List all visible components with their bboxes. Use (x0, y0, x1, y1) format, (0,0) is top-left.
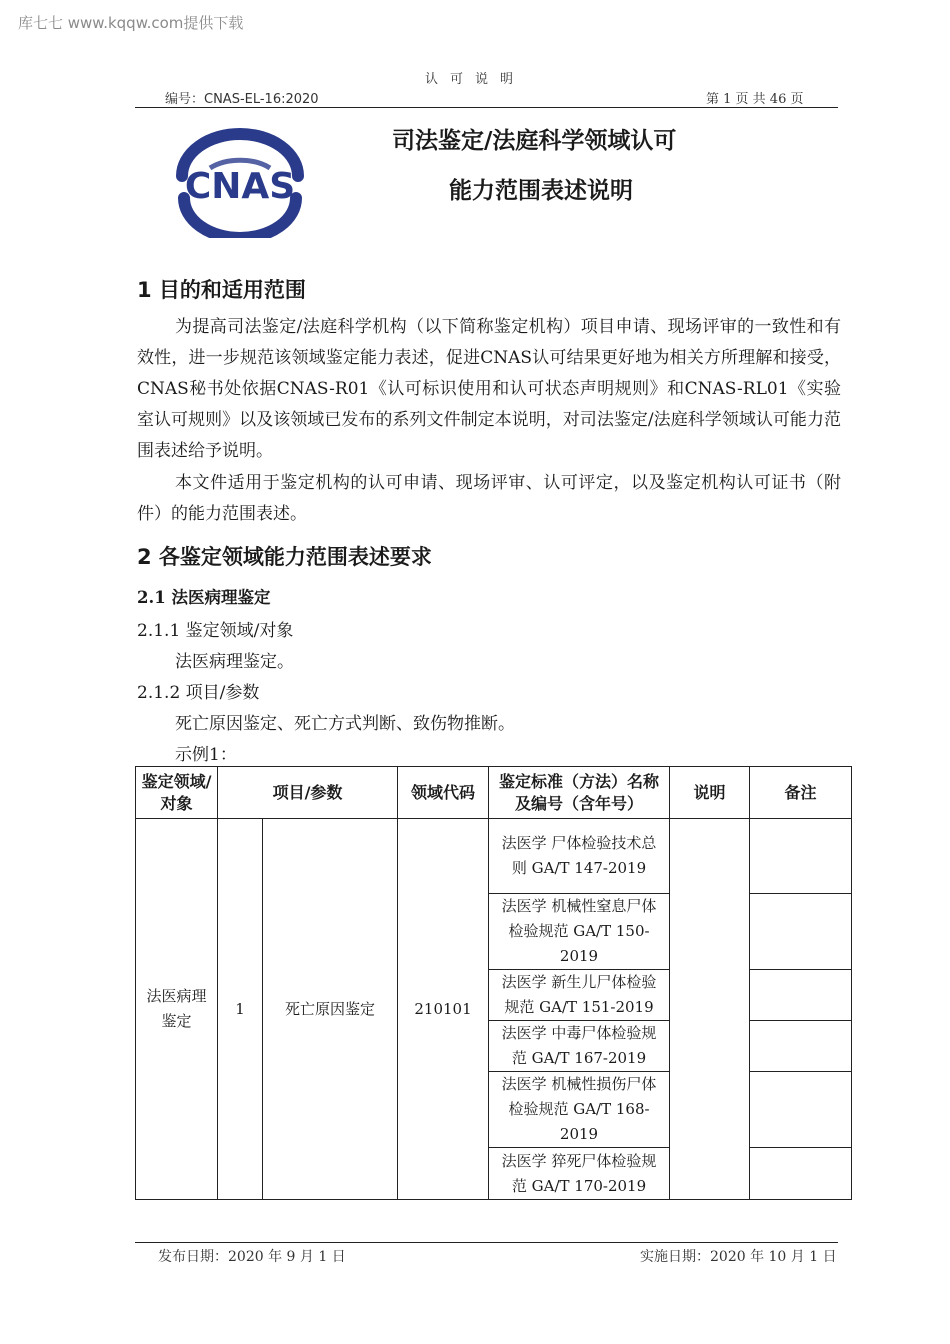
page-number: 第 1 页 共 46 页 (706, 92, 804, 107)
cell-standard-1: 法医学 尸体检验技术总则 GA/T 147-2019 (489, 819, 670, 894)
table-header-row (136, 767, 852, 819)
header-field: 鉴定领域/对象 (136, 767, 218, 819)
document-title-line-1: 司法鉴定/法庭科学领域认可 (392, 128, 677, 154)
cell-number: 1 (218, 819, 263, 1200)
cell-remark-6 (750, 1148, 852, 1200)
cell-note (670, 819, 750, 1200)
cell-code: 210101 (398, 819, 489, 1200)
section-2-heading: 2 各鉴定领域能力范围表述要求 (137, 545, 432, 569)
cell-standard-3: 法医学 新生儿尸体检验规范 GA/T 151-2019 (489, 970, 670, 1021)
cell-standard-4: 法医学 中毒尸体检验规范 GA/T 167-2019 (489, 1021, 670, 1072)
cell-remark-3 (750, 970, 852, 1021)
cell-remark-2 (750, 894, 852, 970)
header-remark: 备注 (750, 767, 852, 819)
example-label: 示例1： (175, 745, 237, 765)
header-code: 领域代码 (398, 767, 489, 819)
cell-standard-2: 法医学 机械性窒息尸体检验规范 GA/T 150-2019 (489, 894, 670, 970)
effective-date: 实施日期：2020 年 10 月 1 日 (640, 1249, 837, 1265)
section-2-1-1-body: 法医病理鉴定。 (175, 652, 294, 672)
section-2-1-1-heading: 2.1.1 鉴定领域/对象 (137, 621, 294, 641)
footer-divider (135, 1242, 838, 1243)
section-2-1-2-heading: 2.1.2 项目/参数 (137, 683, 260, 703)
document-number: 编号：CNAS-EL-16:2020 (165, 92, 319, 107)
document-title-line-2: 能力范围表述说明 (449, 178, 633, 204)
section-2-1-heading: 2.1 法医病理鉴定 (137, 588, 271, 607)
cell-remark-4 (750, 1021, 852, 1072)
document-type: 认可说明 (424, 72, 525, 87)
cell-standard-5: 法医学 机械性损伤尸体检验规范 GA/T 168-2019 (489, 1072, 670, 1148)
example-table (135, 766, 852, 1200)
cell-item: 死亡原因鉴定 (263, 819, 398, 1200)
section-1-paragraph-1: 为提高司法鉴定/法庭科学机构（以下简称鉴定机构）项目申请、现场评审的一致性和有效性，进一步规范该领域鉴定能力表述，促进CNAS认可结果更好地为相关方所理解和接受，CNAS秘书处依据CNAS-R01《认可标识使用和认可状态声明规则》和CNAS-RL01《实验室认可规则》以及该领域已发布的系列文件制定本说明，对司法鉴定/法庭科学领域认可能力范围表述给予说明。 (137, 317, 841, 461)
header-divider (135, 107, 838, 108)
header-standard: 鉴定标准（方法）名称及编号（含年号） (489, 767, 670, 819)
section-1-paragraph-2: 本文件适用于鉴定机构的认可申请、现场评审、认可评定，以及鉴定机构认可证书（附件）的能力范围表述。 (137, 473, 841, 524)
logo-text: CNAS (184, 166, 296, 207)
header-note: 说明 (670, 767, 750, 819)
cell-standard-6: 法医学 猝死尸体检验规范 GA/T 170-2019 (489, 1148, 670, 1200)
section-1-heading: 1 目的和适用范围 (137, 278, 306, 302)
cnas-logo-icon (170, 128, 310, 238)
publish-date: 发布日期：2020 年 9 月 1 日 (158, 1249, 346, 1265)
cell-remark-1 (750, 819, 852, 894)
watermark-text: 库七七 www.kqqw.com提供下载 (18, 14, 244, 32)
cell-field: 法医病理鉴定 (136, 819, 218, 1200)
cell-remark-5 (750, 1072, 852, 1148)
table-row (136, 819, 852, 894)
header-item: 项目/参数 (218, 767, 398, 819)
section-2-1-2-body: 死亡原因鉴定、死亡方式判断、致伤物推断。 (175, 714, 515, 734)
